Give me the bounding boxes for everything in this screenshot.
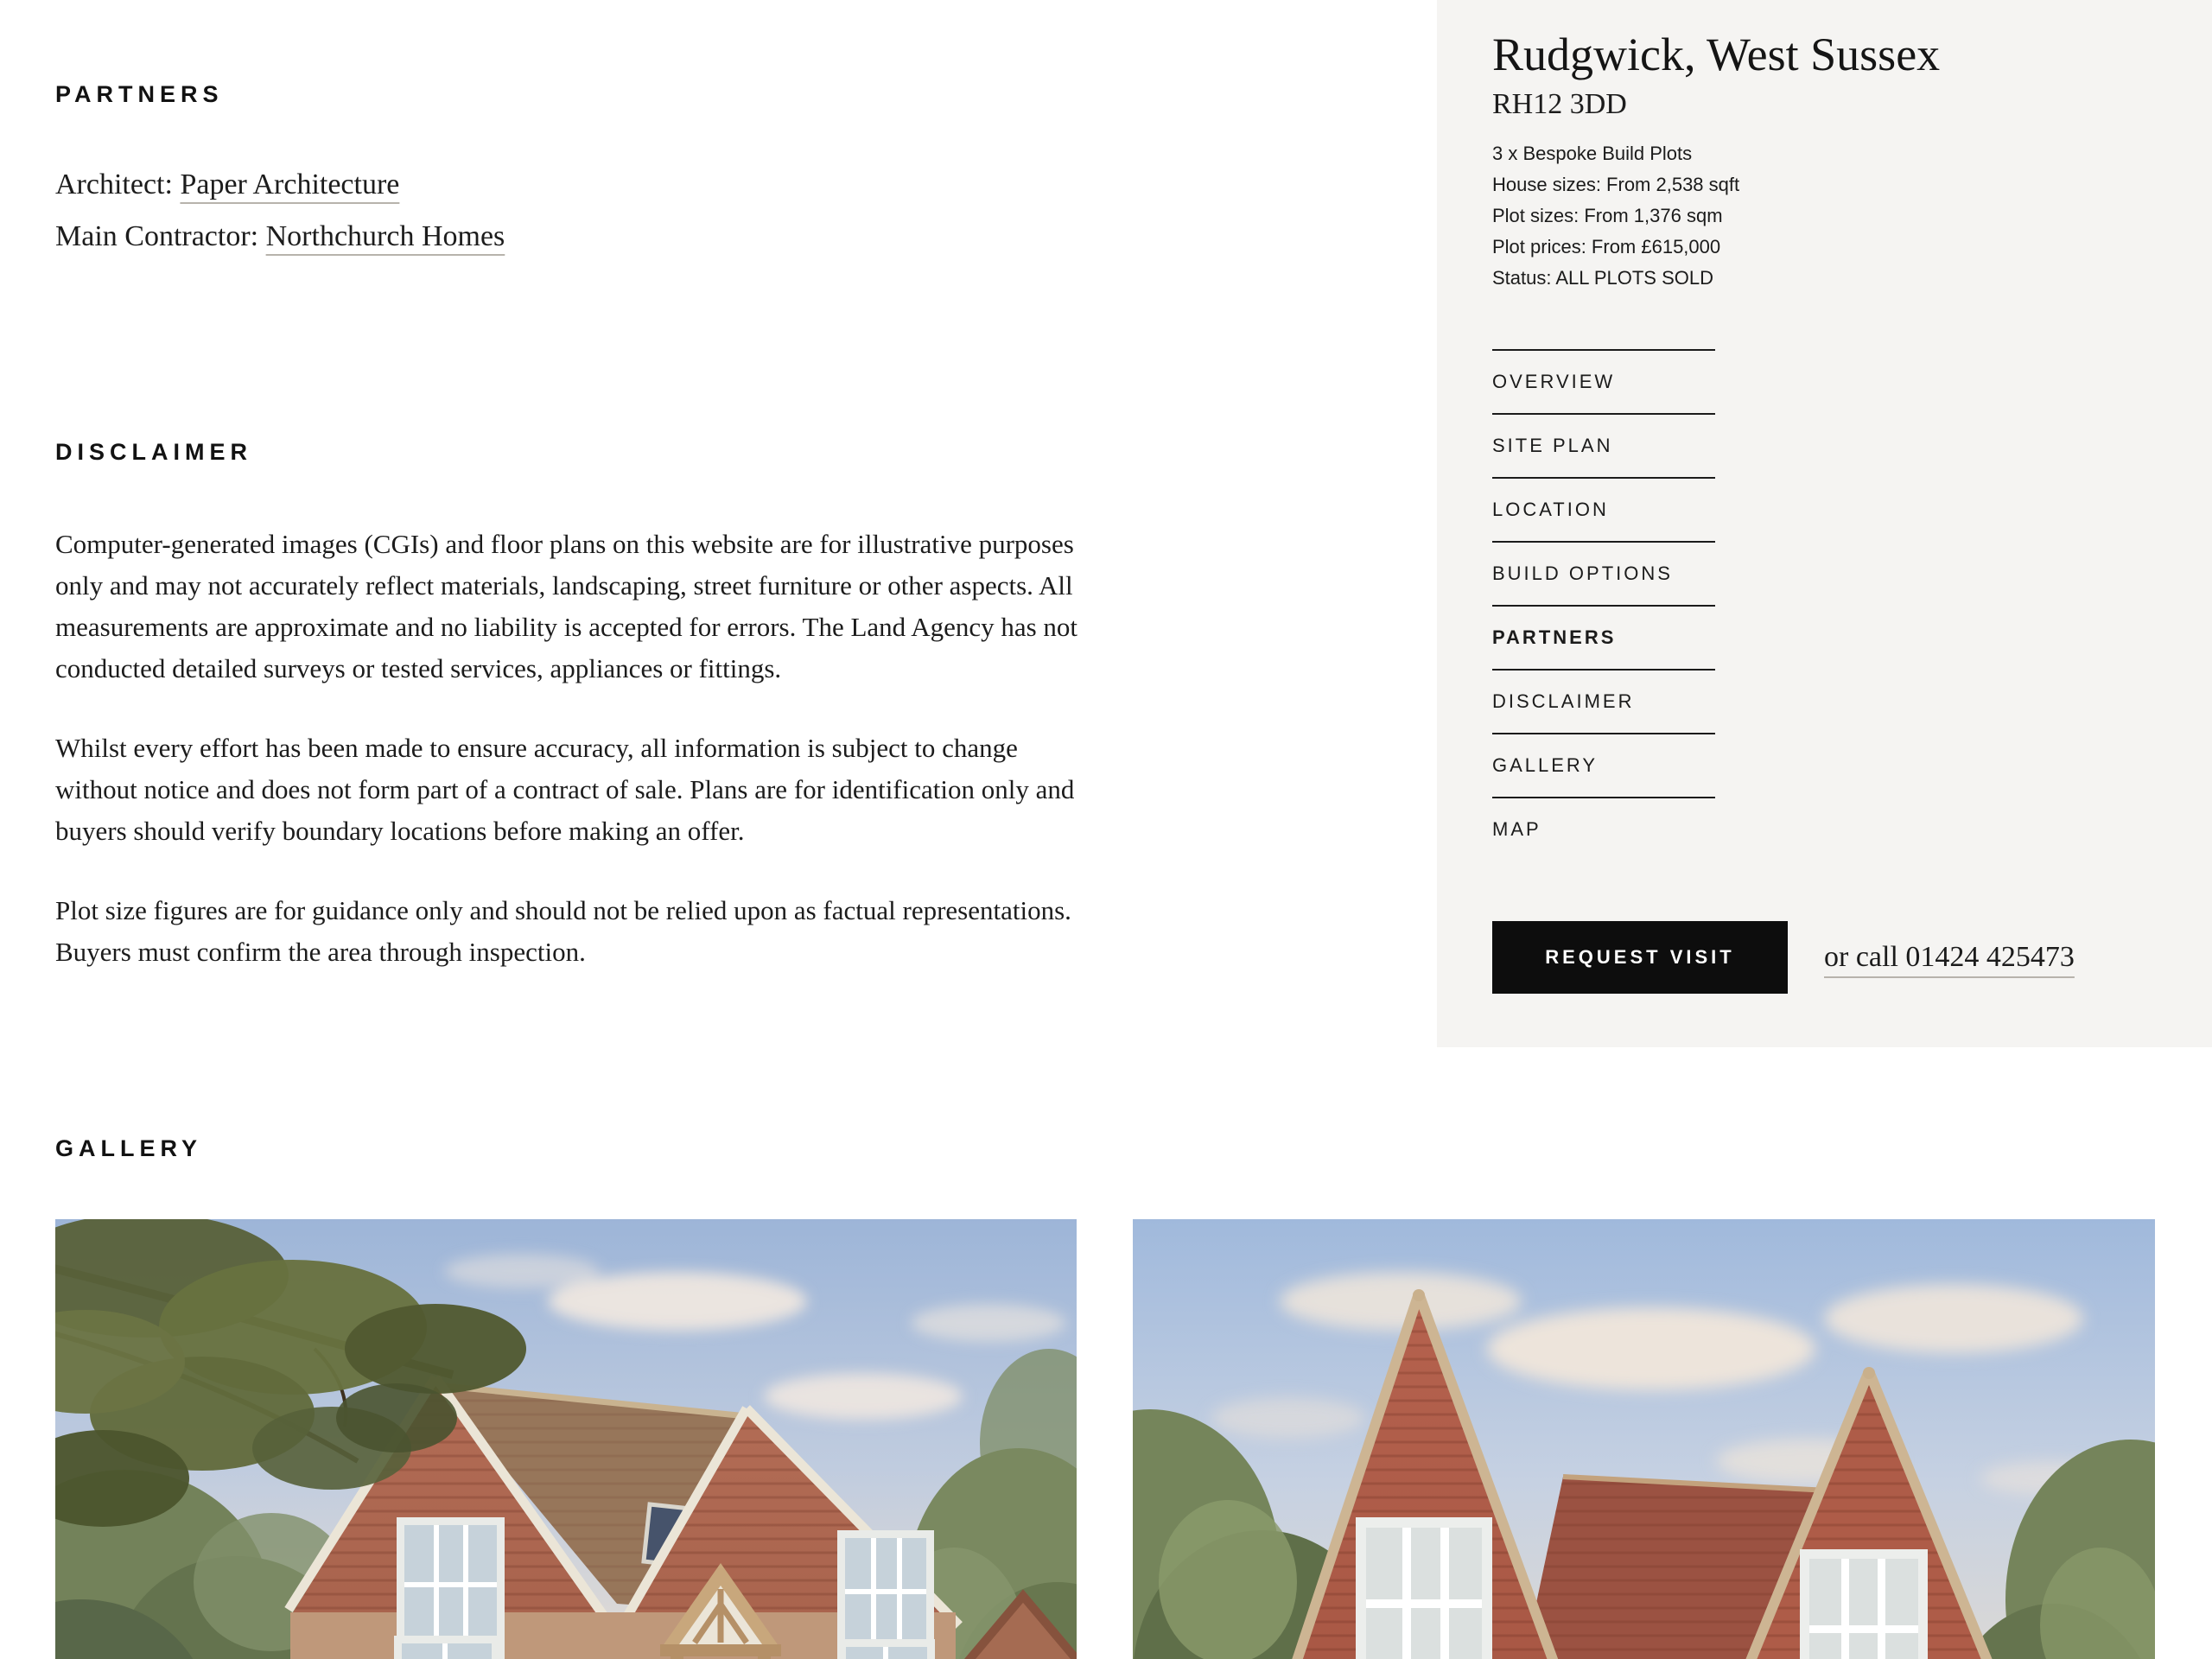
contractor-row [55,211,505,263]
architect-row [55,159,505,211]
disclaimer-paragraph: Whilst every effort has been made to ensure accuracy, all information is subject to change without notice and does not form part of a contract of sale. Plans are for identification only and buyers should verify boundary locations before making an offer. [55,733,1075,846]
detail-plot-prices: Plot prices: From £615,000 [1492,236,1721,257]
disclaimer-paragraph: Plot size figures are for guidance only and should not be relied upon as factual representations. Buyers must confirm the area through inspection. [55,895,1071,967]
apex-finial [1863,1367,1875,1379]
disclaimer-body [55,524,1105,1011]
section-nav [1492,349,1715,861]
detail-plots: 3 x Bespoke Build Plots [1492,143,1693,164]
nav-item-disclaimer[interactable]: DISCLAIMER [1492,669,1715,733]
gallery-grid [55,1219,2155,1659]
contractor-link[interactable]: Northchurch Homes [265,220,505,252]
disclaimer-paragraph: Computer-generated images (CGIs) and floor plans on this website are for illustrative purposes only and may not accurately reflect materials, landscaping, street furniture or other aspects. All measurements are approximate and no liability is accepted for errors. The Land Agency has not conducted detailed surveys or tested services, appliances or fittings. [55,529,1078,683]
nav-item-overview[interactable]: OVERVIEW [1492,349,1715,413]
apex-finial [1413,1289,1425,1301]
nav-item-build-options[interactable]: BUILD OPTIONS [1492,541,1715,605]
disclaimer-section-heading: DISCLAIMER [55,439,252,465]
left-gable-window [1356,1517,1492,1659]
architect-label: Architect: [55,168,181,200]
detail-status: Status: ALL PLOTS SOLD [1492,267,1713,289]
property-details-list [1492,138,1739,294]
cta-row [1492,921,2075,994]
detail-house-sizes: House sizes: From 2,538 sqft [1492,174,1740,195]
gallery-image-house-dusk[interactable] [55,1219,1077,1659]
detail-plot-sizes: Plot sizes: From 1,376 sqm [1492,205,1723,226]
call-phone-link[interactable]: or call 01424 425473 [1824,941,2075,973]
nav-item-map[interactable]: MAP [1492,797,1715,861]
ground-floor-window [838,1639,935,1659]
nav-item-partners[interactable]: PARTNERS [1492,605,1715,669]
nav-item-site-plan[interactable]: SITE PLAN [1492,413,1715,477]
property-summary-panel [1437,0,2212,1047]
partners-section-heading: PARTNERS [55,81,224,107]
property-postcode: RH12 3DD [1492,88,1627,120]
nav-item-gallery[interactable]: GALLERY [1492,733,1715,797]
contractor-label: Main Contractor: [55,220,266,252]
request-visit-button[interactable]: REQUEST VISIT [1492,921,1788,994]
gallery-section-heading: GALLERY [55,1135,202,1161]
ground-floor-window [394,1636,499,1659]
right-gable-window [1800,1549,1928,1659]
property-title: Rudgwick, West Sussex [1492,29,1941,80]
gallery-image-1-illustration [55,1219,1077,1659]
gallery-image-twin-gables[interactable] [1133,1219,2155,1659]
gallery-image-2-illustration [1133,1219,2155,1659]
nav-item-location[interactable]: LOCATION [1492,477,1715,541]
partner-links [55,159,505,263]
architect-link[interactable]: Paper Architecture [180,168,400,200]
